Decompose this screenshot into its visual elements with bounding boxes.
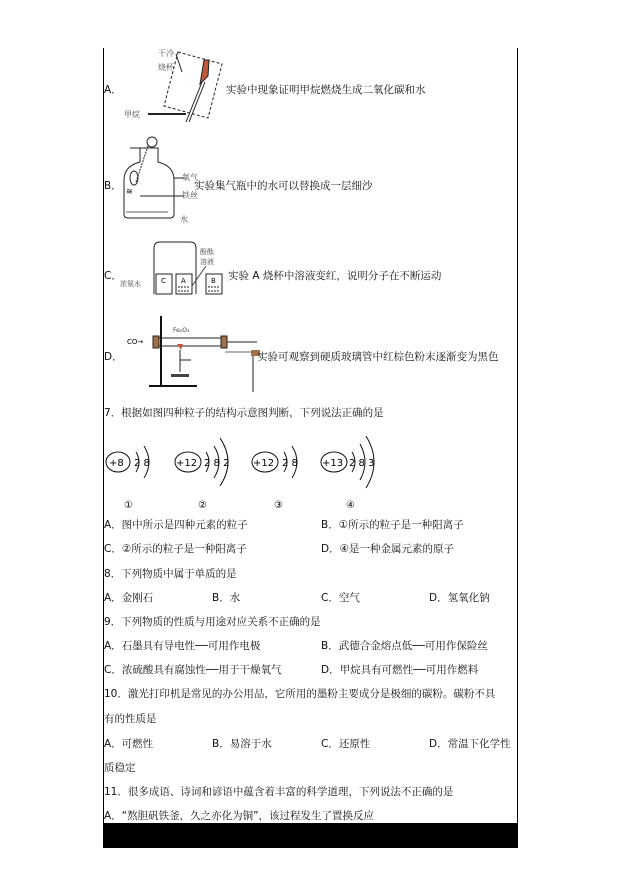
svg-text:2 8 3: 2 8 3 — [349, 458, 375, 469]
q6-option-b-label: B． — [104, 180, 122, 192]
svg-text:2 8 2: 2 8 2 — [204, 458, 230, 469]
iron-wire-oxygen-figure — [118, 136, 198, 224]
q10-option-a: A．可燃性 — [104, 738, 154, 750]
svg-text:氧气: 氧气 — [182, 173, 198, 182]
q8-stem: 8．下列物质中属于单质的是 — [104, 568, 237, 580]
q7-option-c: C．②所示的粒子是一种阳离子 — [104, 543, 247, 555]
q7-stem: 7．根据如图四种粒子的结构示意图判断，下列说法正确的是 — [104, 407, 384, 419]
svg-text:+8: +8 — [109, 458, 124, 469]
svg-text:①: ① — [124, 500, 133, 511]
q10-option-b: B．易溶于水 — [212, 738, 272, 750]
svg-text:酚酞: 酚酞 — [200, 248, 214, 256]
q7-option-d: D．④是一种金属元素的原子 — [321, 543, 454, 555]
q9-option-c: C．浓硫酸具有腐蚀性──用于干燥氧气 — [104, 664, 282, 676]
svg-text:甲烷: 甲烷 — [124, 110, 140, 119]
svg-text:+12: +12 — [176, 458, 198, 469]
q6-option-a-label: A． — [104, 84, 122, 96]
q7-option-b: B．①所示的粒子是一种阳离子 — [321, 519, 464, 531]
co-reduction-figure — [125, 312, 260, 392]
page-bottom-band — [103, 823, 518, 848]
q9-option-a: A．石墨具有导电性──可用作电极 — [104, 640, 261, 652]
methane-combustion-figure — [120, 44, 230, 122]
svg-text:C: C — [161, 277, 166, 285]
svg-text:③: ③ — [274, 500, 283, 511]
q11-stem: 11．很多成语、诗词和谚语中蕴含着丰富的科学道理，下列说法不正确的是 — [104, 786, 454, 798]
q8-option-d: D．氢氧化钠 — [429, 592, 490, 604]
svg-text:2 8: 2 8 — [282, 458, 298, 469]
particle-1 — [106, 446, 150, 511]
q9-option-d: D．甲烷具有可燃性──可用作燃料 — [321, 664, 479, 676]
svg-text:④: ④ — [346, 500, 355, 511]
svg-text:A: A — [181, 277, 186, 285]
svg-text:浓氨水: 浓氨水 — [120, 280, 141, 288]
particle-2 — [175, 438, 229, 511]
svg-text:+13: +13 — [322, 458, 344, 469]
svg-text:水: 水 — [180, 215, 188, 224]
svg-text:干冷: 干冷 — [158, 49, 174, 58]
particle-3 — [252, 446, 298, 511]
q9-stem: 9．下列物质的性质与用途对应关系不正确的是 — [104, 616, 321, 628]
svg-text:铁丝: 铁丝 — [182, 191, 198, 200]
q10-option-c: C．还原性 — [321, 738, 371, 750]
svg-text:烧杯: 烧杯 — [158, 63, 174, 72]
q11-option-a: A．“熬胆矾铁釜，久之亦化为铜”，该过程发生了置换反应 — [104, 810, 375, 822]
q7-option-a: A．图中所示是四种元素的粒子 — [104, 519, 248, 531]
q6-option-b-text: 实验集气瓶中的水可以替换成一层细沙 — [194, 180, 373, 192]
svg-text:2 8: 2 8 — [134, 458, 150, 469]
molecular-motion-figure — [118, 240, 228, 300]
q6-option-a-text: 实验中现象证明甲烷燃烧生成二氧化碳和水 — [226, 84, 426, 96]
q10-stem-line1: 10．激光打印机是常见的办公用品，它所用的墨粉主要成分是极细的碳粉。碳粉不具 — [104, 688, 496, 700]
q6-option-d-label: D． — [104, 351, 123, 363]
q10-option-d-continuation: 质稳定 — [104, 762, 136, 774]
q8-option-c: C．空气 — [321, 592, 360, 604]
q9-option-b: B．武德合金熔点低──可用作保险丝 — [321, 640, 488, 652]
particle-structure-diagrams — [104, 432, 404, 512]
q6-option-d-text: 实验可观察到硬质玻璃管中红棕色粉末逐渐变为黑色 — [257, 351, 499, 363]
svg-text:溶液: 溶液 — [200, 258, 214, 266]
svg-text:CO→: CO→ — [127, 338, 144, 346]
svg-text:Fe₂O₃: Fe₂O₃ — [173, 327, 190, 334]
svg-text:≋: ≋ — [126, 187, 133, 196]
svg-text:B: B — [211, 277, 216, 285]
q10-option-d: D．常温下化学性 — [429, 738, 511, 750]
q8-option-a: A．金刚石 — [104, 592, 154, 604]
svg-text:+12: +12 — [253, 458, 275, 469]
q10-stem-line2: 有的性质是 — [104, 713, 157, 725]
svg-text:②: ② — [198, 500, 207, 511]
q6-option-c-label: C． — [104, 270, 122, 282]
particle-4 — [321, 436, 374, 511]
q6-option-c-text: 实验 A 烧杯中溶液变红，说明分子在不断运动 — [228, 270, 442, 282]
q8-option-b: B．水 — [212, 592, 241, 604]
